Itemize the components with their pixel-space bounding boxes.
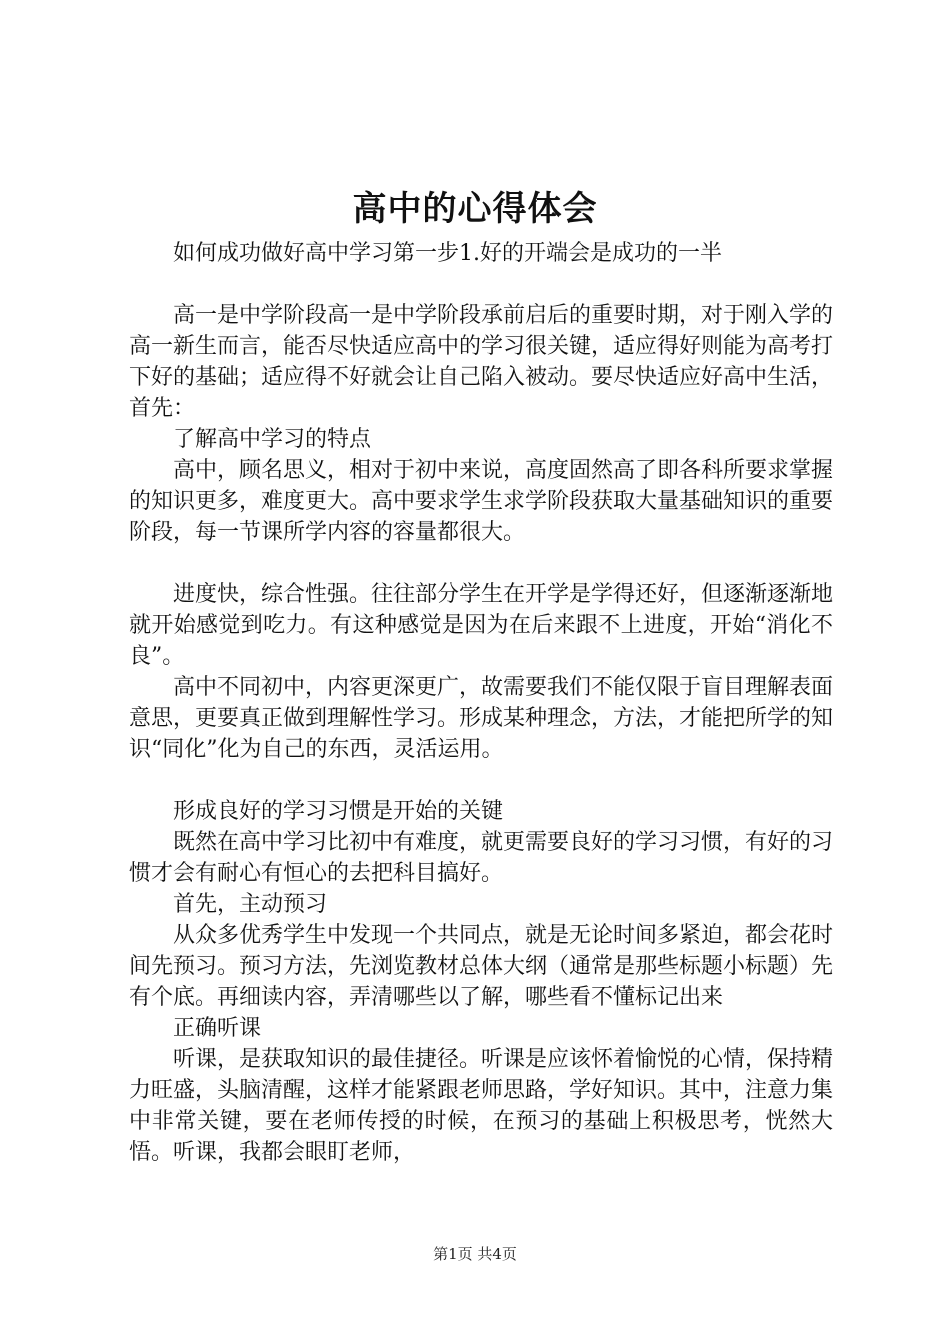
document-title: 高中的心得体会 [352, 189, 598, 229]
body-paragraph: 既然在高中学习比初中有难度，就更需要良好的学习习惯，有好的习惯才会有耐心有恒心的去把科目搞好。 [129, 830, 834, 886]
body-paragraph: 高中不同初中，内容更深更广，故需要我们不能仅限于盲目理解表面意思，更要真正做到理解性学习。形成某种理念，方法，才能把所学的知识“同化”化为自己的东西，灵活运用。 [129, 675, 834, 762]
intro-paragraph: 如何成功做好高中学习第一步1.好的开端会是成功的一半 [173, 241, 722, 266]
body-paragraph: 进度快，综合性强。往往部分学生在开学是学得还好，但逐渐逐渐地就开始感觉到吃力。有这种感觉是因为在后来跟不上进度，开始“消化不良”。 [129, 582, 834, 669]
body-paragraph: 听课，是获取知识的最佳捷径。听课是应该怀着愉悦的心情，保持精力旺盛，头脑清醒，这样才能紧跟老师思路，学好知识。其中，注意力集中非常关键，要在老师传授的时候，在预习的基础上积极思考，恍然大悟。听课，我都会眼盯老师， [129, 1047, 834, 1165]
section-heading: 了解高中学习的特点 [173, 427, 372, 452]
section-heading: 首先，主动预习 [173, 892, 328, 917]
page-number-footer: 第1页 共4页 [433, 1245, 517, 1263]
document-body [129, 238, 833, 1168]
section-heading: 正确听课 [173, 1016, 262, 1041]
body-paragraph: 从众多优秀学生中发现一个共同点，就是无论时间多紧迫，都会花时间先预习。预习方法，先浏览教材总体大纲（通常是那些标题小标题）先有个底。再细读内容，弄清哪些以了解，哪些看不懂标记出来 [129, 923, 834, 1010]
body-paragraph: 高一是中学阶段高一是中学阶段承前启后的重要时期，对于刚入学的高一新生而言，能否尽快适应高中的学习很关键，适应得好则能为高考打下好的基础；适应得不好就会让自己陷入被动。要尽快适应好高中生活，首先： [129, 303, 834, 421]
section-heading: 形成良好的学习习惯是开始的关键 [173, 799, 504, 824]
body-paragraph: 高中，顾名思义，相对于初中来说，高度固然高了即各科所要求掌握的知识更多，难度更大。高中要求学生求学阶段获取大量基础知识的重要阶段，每一节课所学内容的容量都很大。 [129, 458, 834, 545]
